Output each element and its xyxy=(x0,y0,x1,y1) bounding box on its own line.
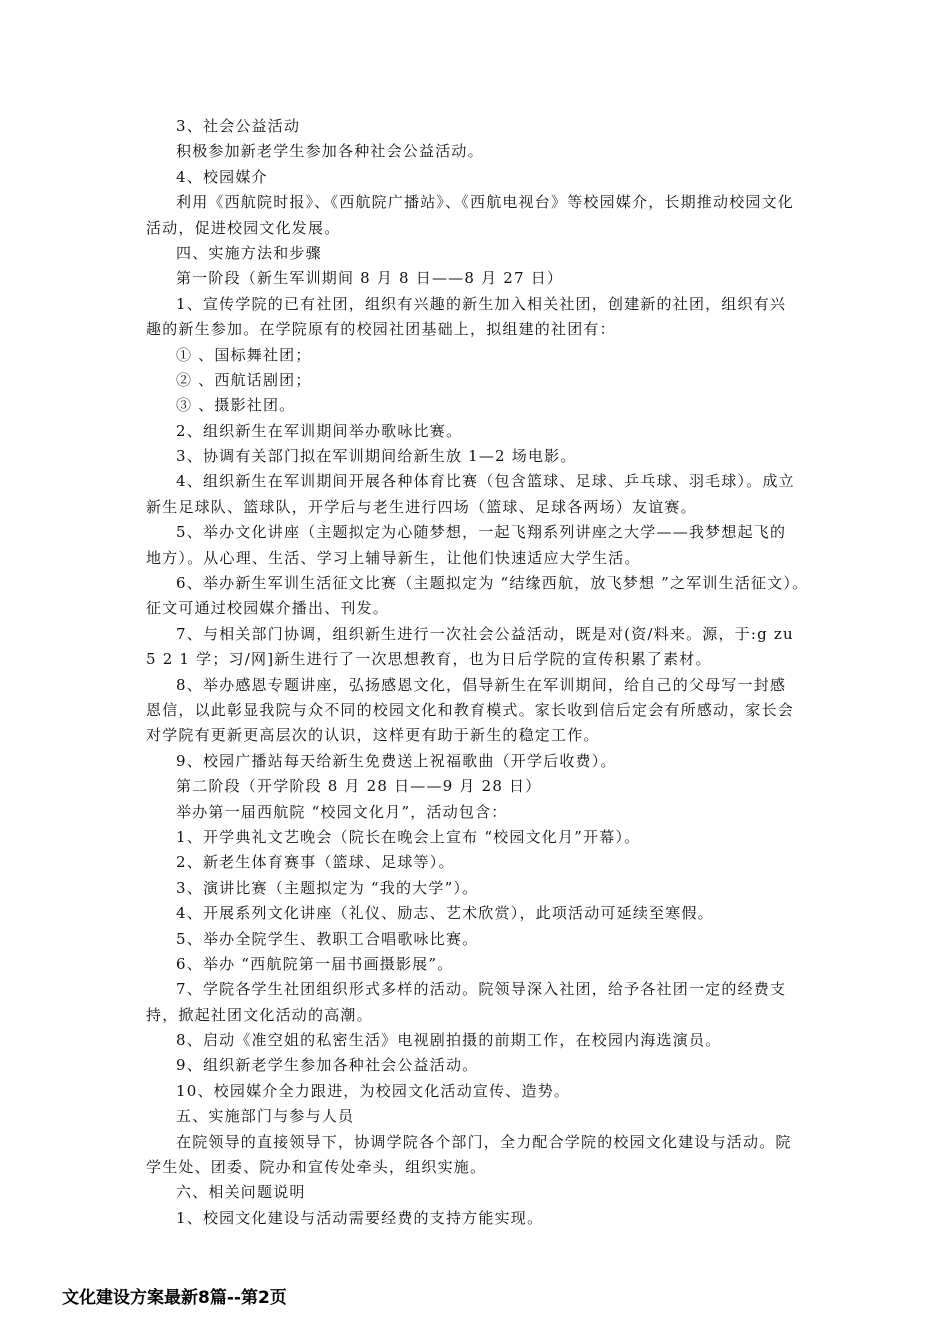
text-line: 3、演讲比赛（主题拟定为 “我的大学”）。 xyxy=(176,878,479,897)
text-line: 六、相关问题说明 xyxy=(176,1183,306,1202)
text-line: 地方）。从心理、生活、学习上辅导新生，让他们快速适应大学生活。 xyxy=(146,548,641,567)
text-line: 5、举办全院学生、教职工合唱歌咏比赛。 xyxy=(176,929,479,948)
text-line: 对学院有更新更高层次的认识，这样更有助于新生的稳定工作。 xyxy=(146,726,600,745)
text-line: 4、组织新生在军训期间开展各种体育比赛（包含篮球、足球、乒乓球、羽毛球）。成立 xyxy=(176,472,795,491)
text-line: 10、校园媒介全力跟进，为校园文化活动宣传、造势。 xyxy=(176,1081,571,1100)
text-line: ① 、国标舞社团； xyxy=(176,345,312,364)
text-line: 利用《西航院时报》、《西航院广播站》、《西航电视台》等校园媒介，长期推动校园文化 xyxy=(176,193,795,212)
text-line: 8、举办感恩专题讲座，弘扬感恩文化，倡导新生在军训期间，给自己的父母写一封感 xyxy=(176,675,787,694)
text-line: 恩信，以此彰显我院与众不同的校园文化和教育模式。家长收到信后定会有所感动，家长会 xyxy=(146,700,795,719)
text-line: 4、校园媒介 xyxy=(176,167,268,186)
text-line: 8、启动《准空姐的私密生活》电视剧拍摄的前期工作，在校园内海选演员。 xyxy=(176,1031,722,1050)
text-line: 积极参加新老学生参加各种社会公益活动。 xyxy=(176,142,484,161)
text-line: 3、协调有关部门拟在军训期间给新生放 1—2 场电影。 xyxy=(176,447,577,466)
text-line: 6、举办 “西航院第一届书画摄影展”。 xyxy=(176,954,454,973)
text-line: 5、举办文化讲座（主题拟定为心随梦想，一起飞翔系列讲座之大学——我梦想起飞的 xyxy=(176,523,787,542)
text-line: 2、组织新生在军训期间举办歌咏比赛。 xyxy=(176,421,463,440)
text-line: ② 、西航话剧团； xyxy=(176,370,312,389)
text-line: 7、学院各学生社团组织形式多样的活动。院领导深入社团，给予各社团一定的经费支 xyxy=(176,980,787,999)
text-line: ③ 、摄影社团。 xyxy=(176,396,296,415)
text-line: 在院领导的直接领导下，协调学院各个部门，全力配合学院的校园文化建设与活动。院 xyxy=(176,1132,792,1151)
text-line: 第二阶段（开学阶段 8 月 28 日——9 月 28 日） xyxy=(176,777,542,796)
text-line: 1、校园文化建设与活动需要经费的支持方能实现。 xyxy=(176,1208,544,1227)
text-line: 1、宣传学院的已有社团，组织有兴趣的新生加入相关社团，创建新的社团，组织有兴 xyxy=(176,294,787,313)
text-line: 新生足球队、篮球队，开学后与老生进行四场（篮球、足球各两场）友谊赛。 xyxy=(146,497,697,516)
text-line: 持，掀起社团文化活动的高潮。 xyxy=(146,1005,373,1024)
page-footer: 文化建设方案最新8篇--第2页 xyxy=(62,1288,287,1308)
text-line: 征文可通过校园媒介播出、刊发。 xyxy=(146,599,390,618)
text-line: 2、新老生体育赛事（篮球、足球等）。 xyxy=(176,853,455,872)
text-line: 第一阶段（新生军训期间 8 月 8 日——8 月 27 日） xyxy=(176,269,564,288)
text-line: 3、社会公益活动 xyxy=(176,117,301,135)
text-line: 1、开学典礼文艺晚会（院长在晚会上宣布 “校园文化月”开幕）。 xyxy=(176,827,641,846)
text-line: 7、与相关部门协调，组织新生进行一次社会公益活动，既是对(资/料来。源，于:g zu xyxy=(176,624,794,643)
document-body xyxy=(146,114,808,1231)
text-line: 4、开展系列文化讲座（礼仪、励志、艺术欣赏），此项活动可延续至寒假。 xyxy=(176,904,714,923)
text-line: 5 2 1 学；习/网]新生进行了一次思想教育，也为日后学院的宣传积累了素材。 xyxy=(146,650,712,669)
text-line: 学生处、团委、院办和宣传处牵头，组织实施。 xyxy=(146,1158,487,1177)
text-line: 五、实施部门与参与人员 xyxy=(176,1107,355,1126)
text-line: 举办第一届西航院 “校园文化月”，活动包含： xyxy=(176,802,508,821)
text-line: 趣的新生参加。在学院原有的校园社团基础上，拟组建的社团有： xyxy=(146,320,616,339)
text-line: 活动，促进校园文化发展。 xyxy=(146,218,341,237)
text-line: 四、实施方法和步骤 xyxy=(176,243,322,262)
text-line: 6、举办新生军训生活征文比赛（主题拟定为 “结缘西航，放飞梦想 ”之军训生活征文）。 xyxy=(176,574,808,593)
text-line: 9、校园广播站每天给新生免费送上祝福歌曲（开学后收费）。 xyxy=(176,751,617,770)
text-line: 9、组织新老学生参加各种社会公益活动。 xyxy=(176,1056,479,1075)
